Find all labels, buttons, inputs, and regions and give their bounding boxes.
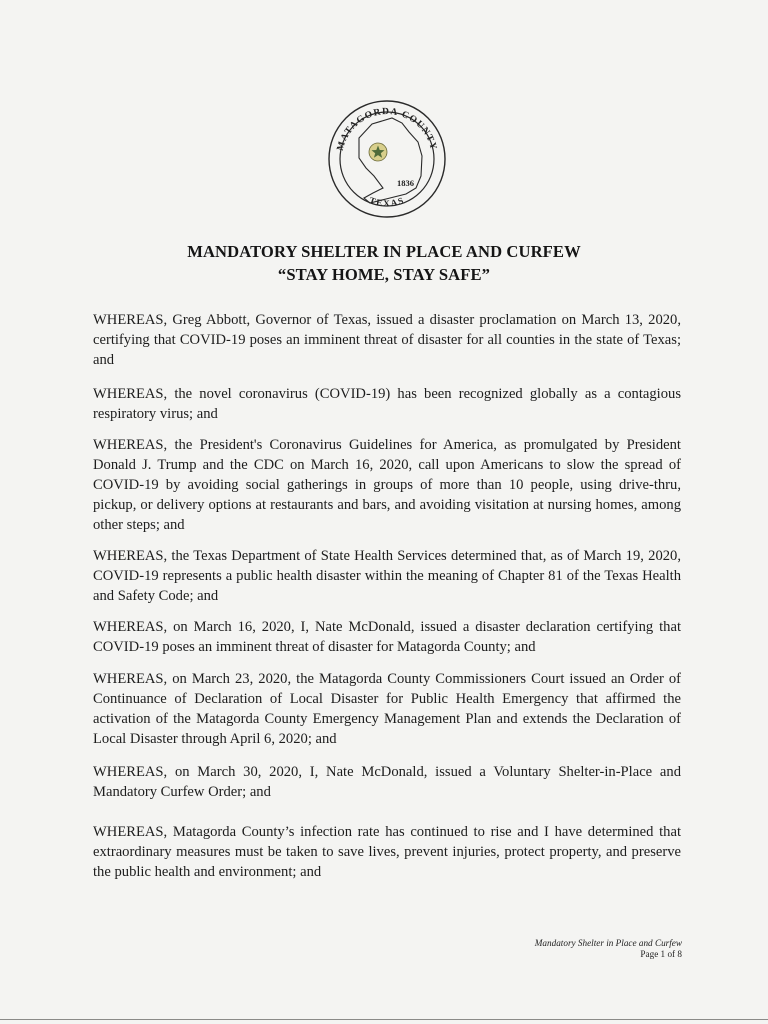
whereas-paragraph-3: WHEREAS, the President's Coronavirus Guidelines for America, as promulgated by President Donald J. Trump and the CDC on March 16, 2020, call upon Americans to slow the spread of COVID-19 by avoiding social gatherings in groups of more than 10 people, using drive-thru, pickup, or delivery options at restaurants and bars, and avoiding visitation at nursing homes, among other steps; and (93, 437, 681, 533)
seal-bottom-text: TEXAS (367, 194, 407, 209)
page-footer (535, 938, 682, 960)
county-seal (326, 96, 448, 222)
whereas-paragraph-7: WHEREAS, on March 30, 2020, I, Nate McDonald, issued a Voluntary Shelter-in-Place and Mandatory Curfew Order; and (93, 764, 681, 800)
whereas-paragraph-1: WHEREAS, Greg Abbott, Governor of Texas, issued a disaster proclamation on March 13, 2020, certifying that COVID-19 poses an imminent threat of disaster for all counties in the state of Texas; and (93, 312, 681, 368)
footer-page-number: Page 1 of 8 (640, 949, 682, 959)
whereas-paragraph-6: WHEREAS, on March 23, 2020, the Matagorda County Commissioners Court issued an Order of Continuance of Declaration of Local Disaster for Public Health Emergency that affirmed the activation of the Matagorda County Emergency Management Plan and extends the Declaration of Local Disaster through April 6, 2020; and (93, 671, 681, 747)
seal-year: 1836 (397, 178, 414, 188)
seal-top-text: MATAGORDA COUNTY (335, 106, 439, 152)
whereas-paragraph-2: WHEREAS, the novel coronavirus (COVID-19) has been recognized globally as a contagious respiratory virus; and (93, 386, 681, 422)
whereas-paragraph-4: WHEREAS, the Texas Department of State Health Services determined that, as of March 19, 2020, COVID-19 represents a public health disaster within the meaning of Chapter 81 of the Texas Health and Safety Code; and (93, 548, 681, 604)
document-subtitle: “STAY HOME, STAY SAFE” (277, 265, 491, 284)
footer-document-title: Mandatory Shelter in Place and Curfew (534, 938, 682, 948)
whereas-paragraph-8: WHEREAS, Matagorda County’s infection rate has continued to rise and I have determined that extraordinary measures must be taken to save lives, prevent injuries, protect property, and preserve the public health and environment; and (93, 824, 681, 880)
page-bottom-edge (0, 1019, 768, 1020)
whereas-paragraph-5: WHEREAS, on March 16, 2020, I, Nate McDonald, issued a disaster declaration certifying that COVID-19 poses an imminent threat of disaster for Matagorda County; and (93, 619, 681, 655)
document-title: MANDATORY SHELTER IN PLACE AND CURFEW (187, 242, 581, 261)
